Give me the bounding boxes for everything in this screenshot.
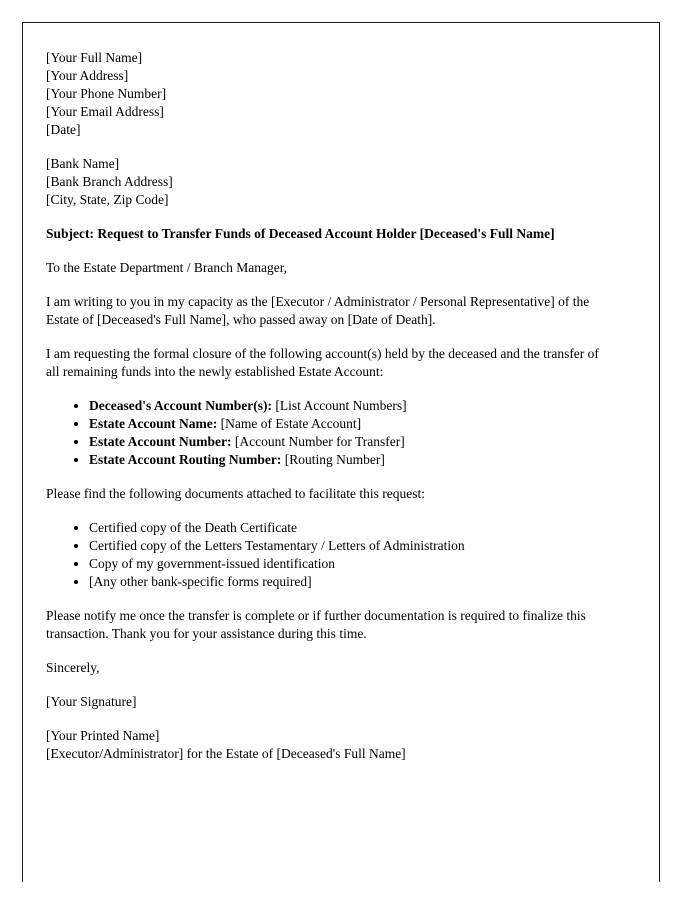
salutation: To the Estate Department / Branch Manager, [46, 260, 288, 275]
signature-block [46, 727, 614, 763]
account-detail-value: [Routing Number] [281, 452, 385, 467]
list-item: • Certified copy of the Letters Testamentary / Letters of Administration [89, 537, 614, 555]
account-detail-value: [Account Number for Transfer] [231, 434, 405, 449]
list-item [89, 415, 614, 433]
list-item: • [Any other bank-specific forms required] [89, 573, 614, 591]
recipient-address-block [46, 155, 614, 209]
list-item [89, 433, 614, 451]
list-item: • Copy of my government-issued identification [89, 555, 614, 573]
recipient-line-bank-name: [Bank Name] [46, 156, 120, 171]
sender-line-date: [Date] [46, 122, 81, 137]
account-detail-label: Estate Account Number: [89, 434, 232, 449]
sender-line-email: [Your Email Address] [46, 104, 164, 119]
account-detail-label: Estate Account Name: [89, 416, 218, 431]
recipient-line-branch: [Bank Branch Address] [46, 174, 173, 189]
sender-line-address: [Your Address] [46, 68, 129, 83]
body-paragraph-closing-request: Please notify me once the transfer is complete or if further documentation is required to finalize this transaction. Thank you for your assistance during this time. [46, 608, 586, 641]
list-item: • Certified copy of the Death Certificate [89, 519, 614, 537]
account-detail-value: [Name of Estate Account] [217, 416, 362, 431]
signature-printed-name: [Your Printed Name] [46, 728, 160, 743]
account-detail-label: Estate Account Routing Number: [89, 452, 282, 467]
letter-body [46, 49, 614, 763]
sender-line-phone: [Your Phone Number] [46, 86, 167, 101]
sender-line-full-name: [Your Full Name] [46, 50, 143, 65]
list-item [89, 451, 614, 469]
sender-address-block [46, 49, 614, 139]
attachments-list [46, 519, 614, 591]
recipient-line-city-state: [City, State, Zip Code] [46, 192, 169, 207]
body-paragraph-request: I am requesting the formal closure of the following account(s) held by the deceased and the transfer of all remaining funds into the newly established Estate Account: [46, 346, 599, 379]
subject-line: Subject: Request to Transfer Funds of Deceased Account Holder [Deceased's Full Name] [46, 226, 555, 241]
account-details-list [46, 397, 614, 469]
letter-page [22, 22, 660, 882]
body-paragraph-attachments-intro: Please find the following documents attached to facilitate this request: [46, 486, 426, 501]
account-detail-label: Deceased's Account Number(s): [89, 398, 272, 413]
body-paragraph-capacity: I am writing to you in my capacity as the [Executor / Administrator / Personal Representative] of the Estate of [Deceased's Full Name], who passed away on [Date of Death]. [46, 294, 590, 327]
closing-salutation: Sincerely, [46, 660, 100, 675]
signature-placeholder: [Your Signature] [46, 694, 137, 709]
account-detail-value: [List Account Numbers] [271, 398, 407, 413]
signature-role-line: [Executor/Administrator] for the Estate of [Deceased's Full Name] [46, 746, 406, 761]
list-item [89, 397, 614, 415]
